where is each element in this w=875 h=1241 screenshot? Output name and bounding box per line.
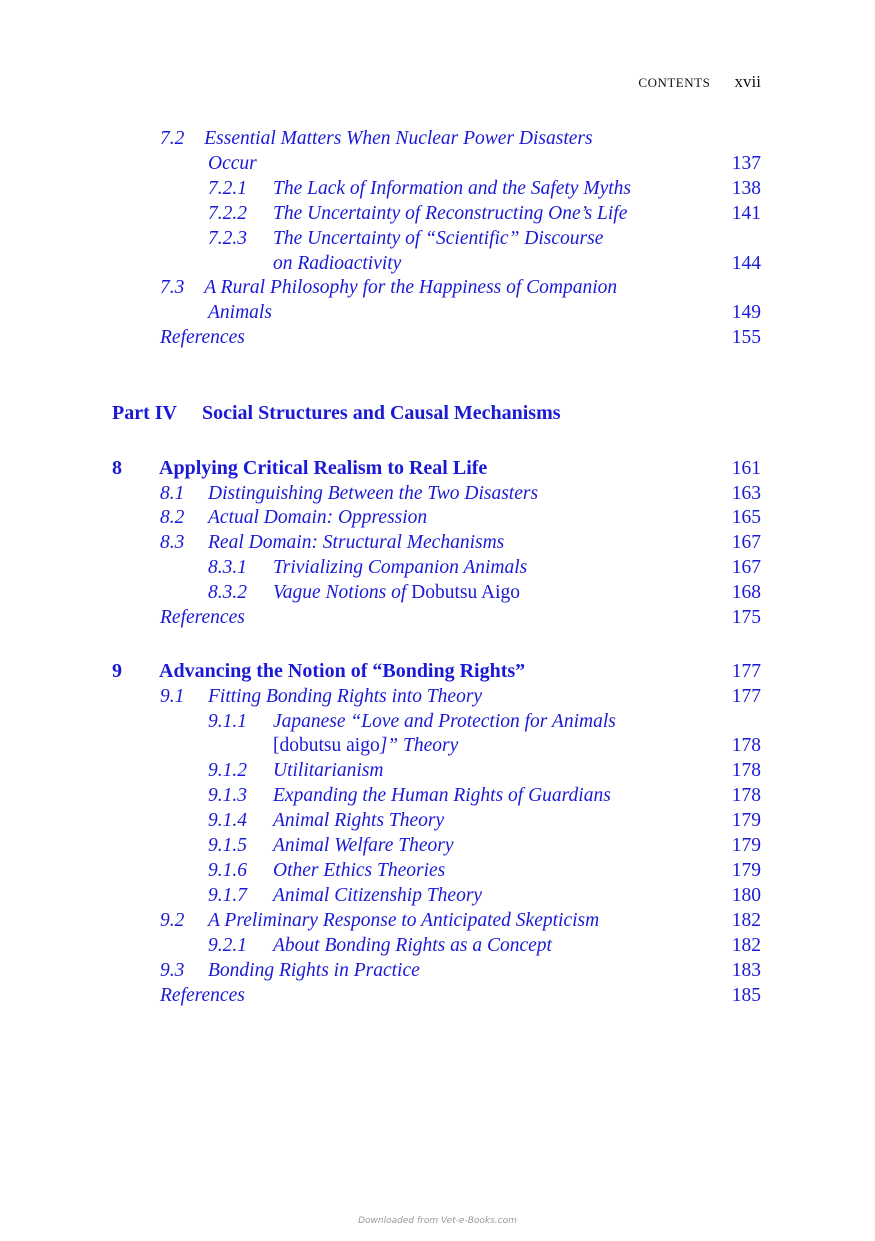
page-number: 155: [731, 327, 761, 348]
section-number: 7.3: [160, 277, 185, 298]
page-number: 165: [731, 507, 761, 528]
toc-entry-references[interactable]: References: [160, 985, 245, 1006]
section-number: 9.1.2: [208, 760, 247, 781]
toc-entry-9-1[interactable]: [160, 684, 483, 709]
page-number: 167: [731, 532, 761, 553]
section-title-continued: Occur: [208, 153, 257, 174]
toc-entry-8-3-1[interactable]: [208, 555, 528, 580]
page-number: 180: [731, 885, 761, 906]
toc-entry-8-2[interactable]: [160, 505, 428, 530]
toc-entry-8-3[interactable]: [160, 530, 505, 555]
toc-entry-7-2-1[interactable]: [208, 176, 631, 201]
page-number: 179: [731, 860, 761, 881]
section-title: Fitting Bonding Rights into Theory: [208, 686, 483, 707]
page-number: 138: [731, 178, 761, 199]
section-number: 9.1.7: [208, 885, 247, 906]
page-number: 179: [731, 810, 761, 831]
section-title-continued: [273, 733, 458, 758]
section-number: 9.1.3: [208, 785, 247, 806]
running-head-label: CONTENTS: [638, 75, 711, 90]
section-number: 9.1.5: [208, 835, 247, 856]
section-number: 8.2: [160, 507, 185, 528]
page-number: 182: [731, 935, 761, 956]
section-title-italic: Vague Notions of: [273, 582, 407, 603]
page-number: 178: [731, 785, 761, 806]
section-number: 8.3: [160, 532, 185, 553]
page-number: 167: [731, 557, 761, 578]
running-head: [638, 72, 761, 92]
section-title: Trivializing Companion Animals: [273, 557, 528, 578]
page-number: 161: [731, 458, 761, 479]
section-number: 9.3: [160, 960, 185, 981]
page-number: 144: [731, 253, 761, 274]
bracket-open: [: [273, 735, 280, 756]
toc-entry-chapter-9[interactable]: Advancing the Notion of “Bonding Rights”: [159, 660, 526, 682]
section-number: 7.2.2: [208, 203, 247, 224]
section-number: 9.2.1: [208, 935, 247, 956]
page-number: 149: [731, 302, 761, 323]
toc-entry-9-1-1[interactable]: [208, 709, 616, 734]
page-number: 178: [731, 760, 761, 781]
section-number: 8.1: [160, 483, 185, 504]
section-title: Distinguishing Between the Two Disasters: [208, 483, 539, 504]
section-title: Bonding Rights in Practice: [208, 960, 420, 981]
part-number: Part IV: [112, 402, 177, 424]
section-title: A Rural Philosophy for the Happiness of Companion: [204, 277, 618, 298]
page-number: 177: [731, 686, 761, 707]
toc-entry-7-2-3[interactable]: [208, 226, 604, 251]
toc-entry-7-2-2[interactable]: [208, 201, 628, 226]
section-title-italic: ]” Theory: [379, 735, 459, 756]
part-title: Social Structures and Causal Mechanisms: [201, 402, 561, 424]
section-title: Utilitarianism: [273, 760, 384, 781]
section-title: About Bonding Rights as a Concept: [273, 935, 552, 956]
running-head-page: xvii: [734, 72, 761, 91]
section-title: Animal Rights Theory: [273, 810, 445, 831]
toc-entry-references[interactable]: References: [160, 327, 245, 348]
section-number: 8.3.1: [208, 557, 247, 578]
part-heading: [112, 402, 561, 425]
section-title-roman: Dobutsu Aigo: [411, 582, 521, 603]
section-number: 8.3.2: [208, 582, 247, 603]
section-title: Other Ethics Theories: [273, 860, 446, 881]
section-title: The Lack of Information and the Safety Myths: [273, 178, 631, 199]
toc-entry-9-2-1[interactable]: [208, 933, 552, 958]
page-number: 185: [731, 985, 761, 1006]
section-number: 7.2: [160, 128, 185, 149]
section-title: [273, 580, 520, 605]
section-title: Animal Welfare Theory: [273, 835, 454, 856]
toc-entry-9-1-6[interactable]: [208, 858, 446, 883]
toc-entry-7-3[interactable]: [160, 275, 617, 300]
section-title-continued: on Radioactivity: [273, 253, 402, 274]
section-title: Essential Matters When Nuclear Power Disasters: [204, 128, 593, 149]
page-number: 183: [731, 960, 761, 981]
page-number: 182: [731, 910, 761, 931]
section-title: Japanese “Love and Protection for Animals: [273, 711, 616, 732]
section-number: 9.1.4: [208, 810, 247, 831]
page-number: 168: [731, 582, 761, 603]
section-title-continued: Animals: [208, 302, 272, 323]
section-title: Animal Citizenship Theory: [273, 885, 483, 906]
section-title-roman: dobutsu aigo: [279, 735, 380, 756]
section-title: A Preliminary Response to Anticipated Skepticism: [208, 910, 600, 931]
toc-entry-9-1-2[interactable]: [208, 758, 384, 783]
page-number: 163: [731, 483, 761, 504]
section-number: 7.2.1: [208, 178, 247, 199]
section-title: Expanding the Human Rights of Guardians: [273, 785, 611, 806]
section-number: 9.1.1: [208, 711, 247, 732]
toc-entry-7-2[interactable]: [160, 126, 593, 151]
chapter-number: 9: [112, 660, 122, 682]
chapter-number: 8: [112, 457, 122, 479]
section-number: 7.2.3: [208, 228, 247, 249]
page-number: 177: [731, 661, 761, 682]
toc-entry-9-1-5[interactable]: [208, 833, 454, 858]
toc-entry-chapter-8[interactable]: Applying Critical Realism to Real Life: [159, 457, 488, 479]
toc-entry-9-1-3[interactable]: [208, 783, 611, 808]
section-number: 9.1.6: [208, 860, 247, 881]
toc-entry-9-2[interactable]: [160, 908, 600, 933]
toc-entry-9-1-4[interactable]: [208, 808, 445, 833]
page-number: 178: [731, 735, 761, 756]
toc-entry-8-1[interactable]: [160, 481, 539, 506]
section-title: Actual Domain: Oppression: [208, 507, 428, 528]
download-watermark: Downloaded from Vet-e-Books.com: [358, 1216, 517, 1226]
toc-entry-9-3[interactable]: [160, 958, 420, 983]
section-title: The Uncertainty of “Scientific” Discourse: [273, 228, 604, 249]
toc-entry-references[interactable]: References: [160, 607, 245, 628]
page-number: 141: [731, 203, 761, 224]
page-number: 137: [731, 153, 761, 174]
page-number: 179: [731, 835, 761, 856]
toc-entry-9-1-7[interactable]: [208, 883, 483, 908]
section-number: 9.1: [160, 686, 185, 707]
page-number: 175: [731, 607, 761, 628]
section-title: Real Domain: Structural Mechanisms: [208, 532, 505, 553]
toc-entry-8-3-2[interactable]: [208, 580, 521, 605]
section-title: The Uncertainty of Reconstructing One’s Life: [273, 203, 628, 224]
section-number: 9.2: [160, 910, 185, 931]
